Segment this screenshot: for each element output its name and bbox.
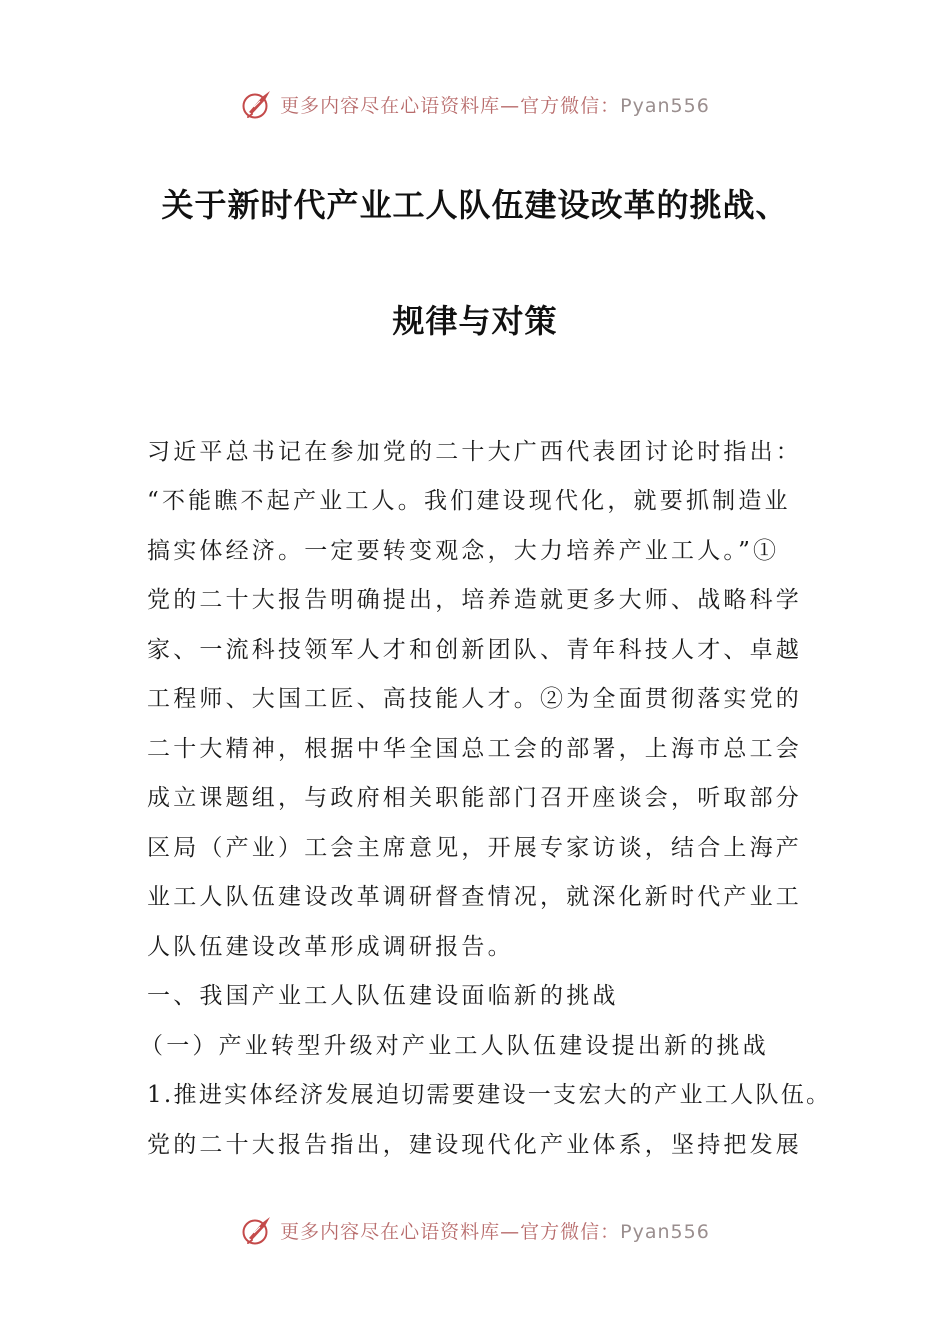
- document-title-line-2: 规律与对策: [392, 302, 558, 340]
- document-title-line-1: 关于新时代产业工人队伍建设改革的挑战、: [161, 186, 789, 224]
- header-wechat-id: Pyan556: [620, 94, 710, 117]
- quill-pen-logo-icon: [240, 1213, 274, 1247]
- header-banner-text: 更多内容尽在心语资料库—官方微信：Pyan556: [280, 94, 710, 117]
- footer-watermark-banner: [0, 1210, 950, 1250]
- body-line: 区局（产业）工会主席意见，开展专家访谈，结合上海产: [147, 835, 802, 861]
- body-line: “不能瞧不起产业工人。我们建设现代化，就要抓制造业: [147, 488, 791, 514]
- subsection-heading: （一）产业转型升级对产业工人队伍建设提出新的挑战: [140, 1033, 769, 1059]
- body-line: 习近平总书记在参加党的二十大广西代表团讨论时指出：: [147, 439, 802, 465]
- section-heading: 一、我国产业工人队伍建设面临新的挑战: [147, 983, 619, 1009]
- body-line: 党的二十大报告指出，建设现代化产业体系，坚持把发展: [147, 1132, 802, 1158]
- header-watermark-banner: [0, 84, 950, 124]
- body-line: 搞实体经济。一定要转变观念，大力培养产业工人。”①: [147, 538, 780, 564]
- body-line: 二十大精神，根据中华全国总工会的部署，上海市总工会: [147, 736, 802, 762]
- footer-wechat-id: Pyan556: [620, 1220, 710, 1243]
- body-line: 成立课题组，与政府相关职能部门召开座谈会，听取部分: [147, 785, 802, 811]
- body-line: 党的二十大报告明确提出，培养造就更多大师、战略科学: [147, 587, 802, 613]
- body-line: 家、一流科技领军人才和创新团队、青年科技人才、卓越: [147, 637, 802, 663]
- quill-pen-logo-icon: [240, 87, 274, 121]
- body-line: 工程师、大国工匠、高技能人才。②为全面贯彻落实党的: [147, 686, 802, 712]
- numbered-point: 1.推进实体经济发展迫切需要建设一支宏大的产业工人队伍。: [147, 1082, 832, 1108]
- body-line: 业工人队伍建设改革调研督查情况，就深化新时代产业工: [147, 884, 802, 910]
- footer-banner-text: 更多内容尽在心语资料库—官方微信：Pyan556: [280, 1220, 710, 1243]
- body-line: 人队伍建设改革形成调研报告。: [147, 934, 514, 960]
